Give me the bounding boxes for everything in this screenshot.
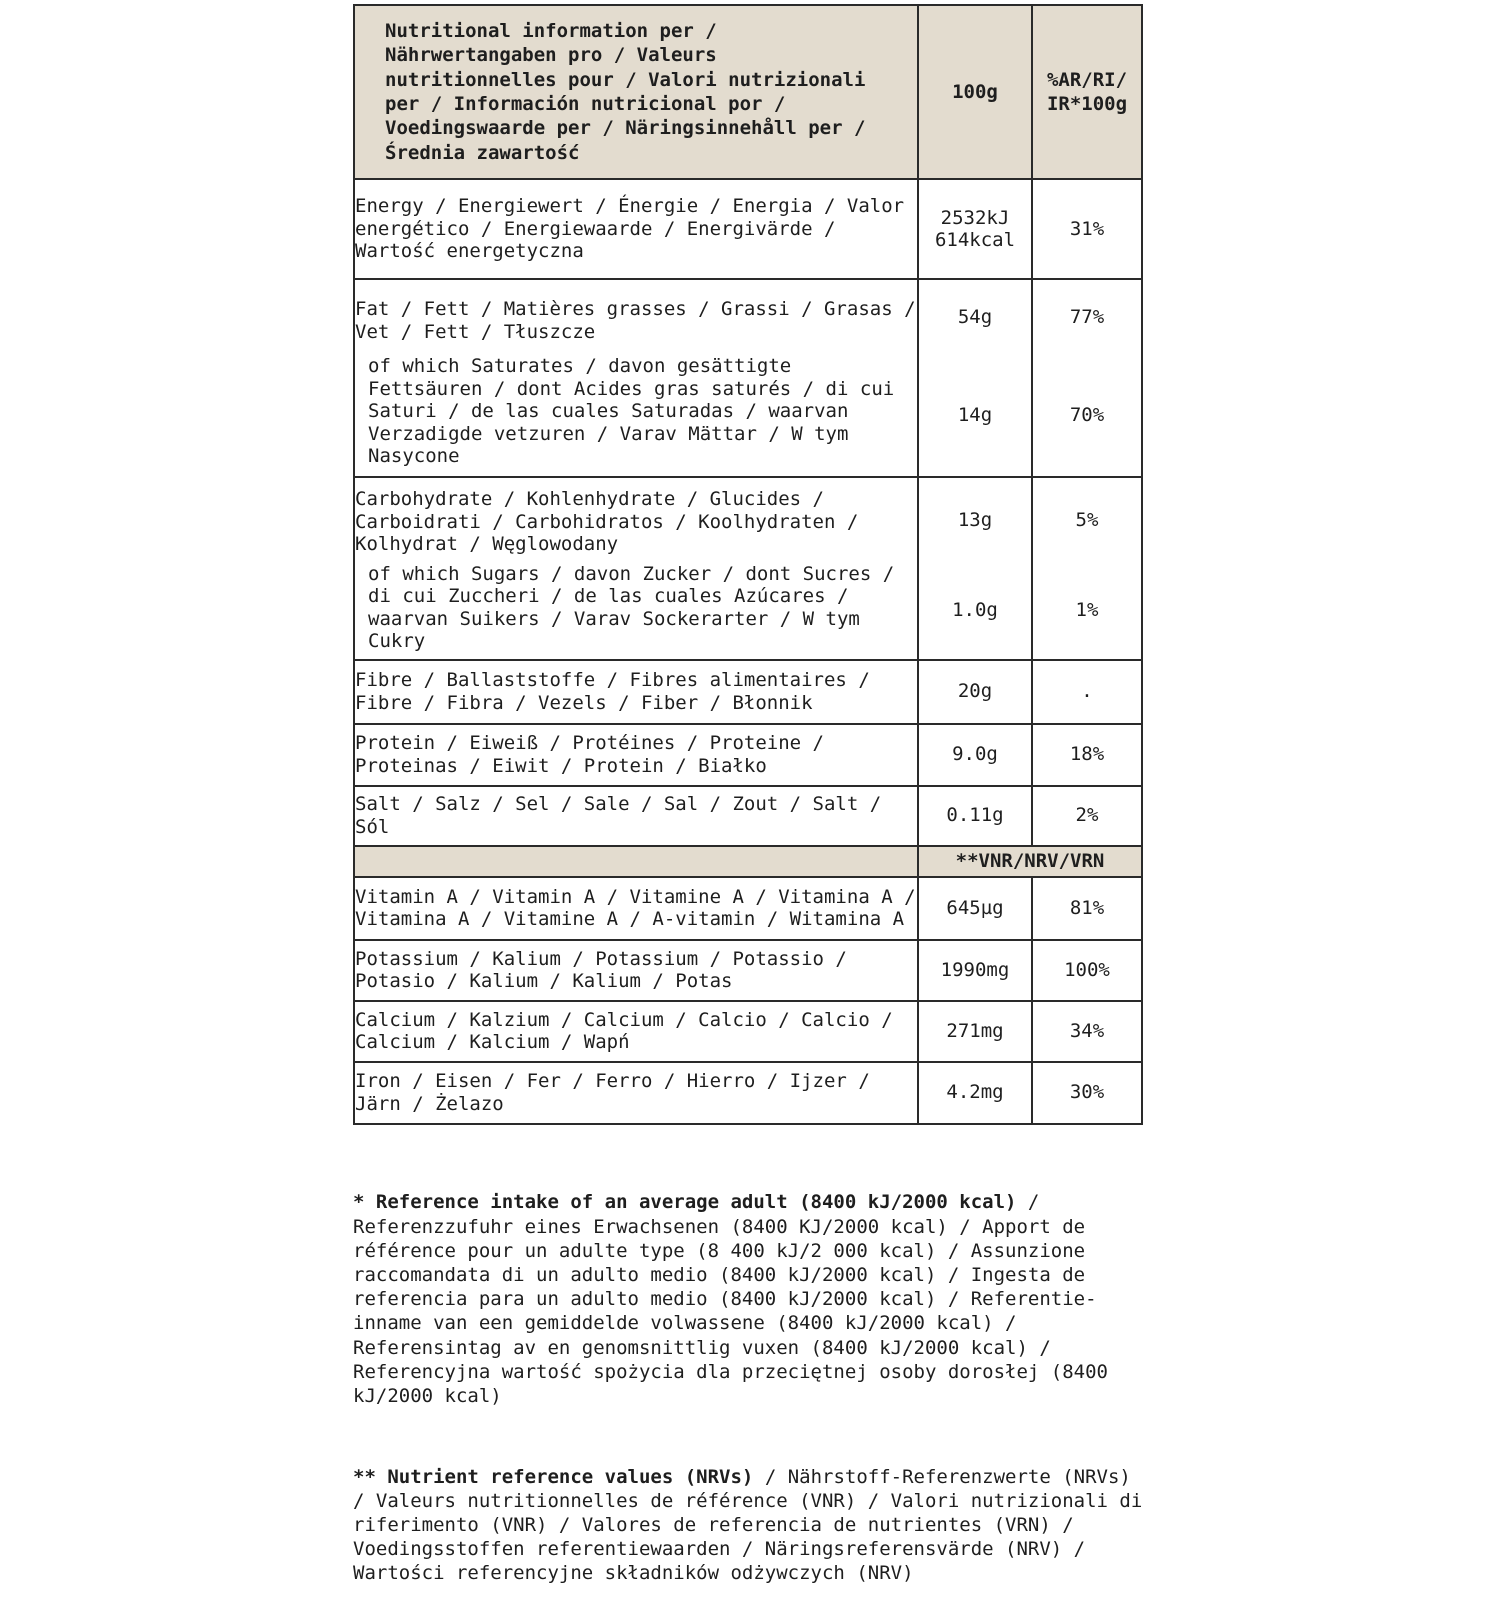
nutrient-value: 14g — [918, 355, 1032, 477]
nutrient-name: Fat / Fett / Matières grasses / Grassi / Grasas / Vet / Fett / Tłuszcze — [354, 279, 918, 355]
table-row-protein — [354, 724, 1142, 786]
nutrient-percent: 34% — [1032, 1001, 1142, 1062]
saturates-label: of which Saturates / davon gesättigte Fettsäuren / dont Acides gras saturés / di cui Saturi / de las cuales Saturadas / waarvan Verzadigde vetzuren / Varav Mättar / W tym Nasycone — [368, 355, 895, 467]
table-row-vitamin-a — [354, 877, 1142, 940]
nutrient-value: 1990mg — [918, 940, 1032, 1001]
footnote-reference-intake — [353, 1190, 1153, 1408]
table-row-saturates — [354, 355, 1142, 477]
nutrient-value: 271mg — [918, 1001, 1032, 1062]
table-row-potassium — [354, 940, 1142, 1001]
header-ri: %AR/RI/ IR*100g — [1032, 5, 1142, 179]
nutrient-value: 645µg — [918, 877, 1032, 940]
footnote-ri-text: / Referenzzufuhr eines Erwachsenen (8400 KJ/2000 kcal) / Apport de référence pour un adulte type (8 400 kJ/2 000 kcal) / Assunzione raccomandata di un adulto medio (8400 kJ/2000 kcal) / Ingesta de referencia para un adulto medio (8400 kJ/2000 kcal) / Referentie-inname van een gemiddelde volwassene (8400 kJ/2000 kcal) / Referensintag av en genomsnittlig vuxen (8400 kJ/2000 kcal) / Referencyjna wartość spożycia dla przeciętnej osoby dorosłej (8400 kJ/2000 kcal) — [353, 1191, 1120, 1408]
energy-kcal: 614kcal — [934, 229, 1016, 251]
vnr-header-row — [354, 846, 1142, 877]
table-row-iron — [354, 1062, 1142, 1124]
table-row-fibre — [354, 660, 1142, 724]
table-row-energy — [354, 179, 1142, 279]
table-row-fat — [354, 279, 1142, 355]
nutrient-percent: 31% — [1032, 179, 1142, 279]
nutrient-subname — [354, 355, 918, 477]
nutrient-name: Vitamin A / Vitamin A / Vitamine A / Vitamina A / Vitamina A / Vitamine A / A-vitamin / Witamina A — [354, 877, 918, 940]
nutrition-table-panel — [353, 4, 1141, 1125]
nutrient-value — [918, 179, 1032, 279]
nutrient-name: Energy / Energiewert / Énergie / Energia / Valor energético / Energiewaarde / Energivärde / Wartość energetyczna — [354, 179, 918, 279]
header-100g: 100g — [918, 5, 1032, 179]
table-row-calcium — [354, 1001, 1142, 1062]
nutrient-percent: 100% — [1032, 940, 1142, 1001]
footnote-nrv-bold: ** Nutrient reference values (NRVs) — [353, 1465, 754, 1488]
nutrient-percent: 18% — [1032, 724, 1142, 786]
nutrient-value: 20g — [918, 660, 1032, 724]
vnr-header: **VNR/NRV/VRN — [918, 846, 1142, 877]
footnote-nrv-text: / Nährstoff-Referenzwerte (NRVs) / Valeurs nutritionnelles de référence (VNR) / Valori nutrizionali di riferimento (VNR) / Valores de referencia de nutrientes (VRN) / Voedingsstoffen referentiewaarden / Näringsreferensvärde (NRV) / Wartości referencyjne składników odżywczych (NRV) — [353, 1465, 1154, 1585]
nutrient-percent: 5% — [1032, 477, 1142, 563]
sugars-label: of which Sugars / davon Zucker / dont Sucres / di cui Zuccheri / de las cuales Azúcares / waarvan Suikers / Varav Sockerarter / W tym Cukry — [368, 562, 895, 652]
nutrient-value: 0.11g — [918, 786, 1032, 846]
nutrient-name: Fibre / Ballaststoffe / Fibres alimentaires / Fibre / Fibra / Vezels / Fiber / Błonnik — [354, 660, 918, 724]
table-row-carbohydrate — [354, 477, 1142, 563]
nutrient-name: Carbohydrate / Kohlenhydrate / Glucides / Carboidrati / Carbohidratos / Koolhydraten / Kolhydrat / Węglowodany — [354, 477, 918, 563]
footnotes — [353, 1142, 1153, 1618]
table-row-salt — [354, 786, 1142, 846]
header-title: Nutritional information per / Nährwertangaben pro / Valeurs nutritionnelles pour / Valori nutrizionali per / Información nutricional por / Voedingswaarde per / Näringsinnehåll per / Średnia zawartość — [354, 5, 918, 179]
nutrient-value: 1.0g — [918, 563, 1032, 660]
nutrient-name: Protein / Eiweiß / Protéines / Proteine / Proteinas / Eiwit / Protein / Białko — [354, 724, 918, 786]
nutrient-percent: 2% — [1032, 786, 1142, 846]
nutrient-percent: 70% — [1032, 355, 1142, 477]
nutrient-value: 13g — [918, 477, 1032, 563]
nutrient-percent: . — [1032, 660, 1142, 724]
nutrient-value: 54g — [918, 279, 1032, 355]
nutrient-percent: 1% — [1032, 563, 1142, 660]
nutrient-name: Potassium / Kalium / Potassium / Potassio / Potasio / Kalium / Kalium / Potas — [354, 940, 918, 1001]
nutrient-name: Iron / Eisen / Fer / Ferro / Hierro / Ijzer / Järn / Żelazo — [354, 1062, 918, 1124]
vnr-header-blank — [354, 846, 918, 877]
nutrient-value: 9.0g — [918, 724, 1032, 786]
footnote-nrv — [353, 1465, 1153, 1586]
nutrition-table — [353, 4, 1143, 1125]
nutrient-percent: 30% — [1032, 1062, 1142, 1124]
nutrient-name: Salt / Salz / Sel / Sale / Sal / Zout / Salt / Sól — [354, 786, 918, 846]
energy-kj: 2532kJ — [940, 206, 1010, 229]
nutrient-value: 4.2mg — [918, 1062, 1032, 1124]
table-row-sugars — [354, 563, 1142, 660]
footnote-ri-bold: * Reference intake of an average adult (8400 kJ/2000 kcal) — [353, 1191, 1017, 1214]
nutrient-percent: 77% — [1032, 279, 1142, 355]
nutrient-subname — [354, 563, 918, 660]
nutrient-name: Calcium / Kalzium / Calcium / Calcio / Calcio / Calcium / Kalcium / Wapń — [354, 1001, 918, 1062]
table-header-row — [354, 5, 1142, 179]
nutrient-percent: 81% — [1032, 877, 1142, 940]
